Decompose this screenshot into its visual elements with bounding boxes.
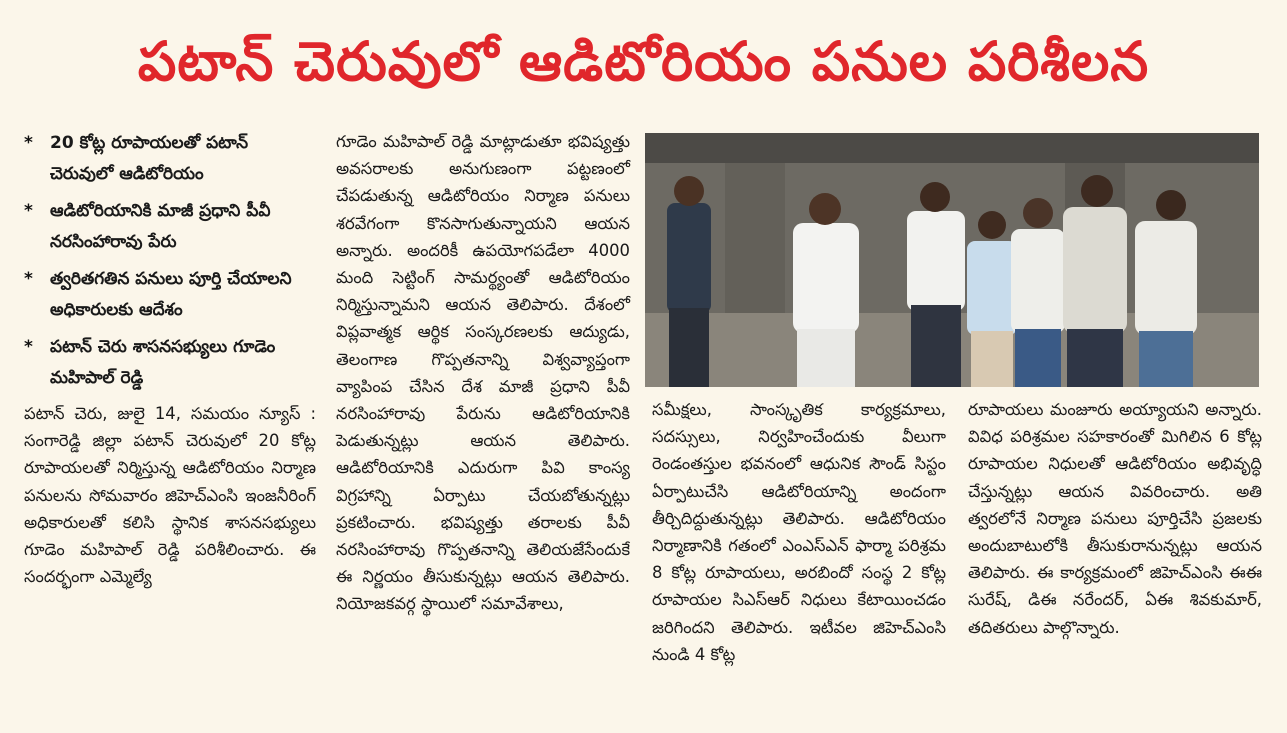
news-photo [645, 133, 1259, 387]
highlight-item [24, 332, 316, 394]
article-body-1: పటాన్ చెరు, జులై 14, సమయం న్యూస్ : సంగారెడ్డి జిల్లా పటాన్ చెరువులో 20 కోట్ల రూపాయలతో నిర్మిస్తున్న ఆడిటోరియం నిర్మాణ పనులను సోమవారం జిహెచ్ఎంసి ఇంజనీరింగ్ అధికారులతో కలిసి స్థానిక శాసనసభ్యులు గూడెం మహిపాల్ రెడ్డి పరిశీలించారు. ఈ సందర్భంగా ఎమ్మెల్యే [24, 404, 316, 587]
article-column-4 [968, 396, 1262, 641]
bullet-star-icon: * [24, 133, 33, 153]
article-column-1 [24, 128, 316, 590]
bullet-star-icon: * [24, 201, 33, 221]
highlight-item [24, 264, 316, 326]
highlights-list [24, 128, 316, 394]
news-photo-illustration [645, 133, 1259, 387]
bullet-star-icon: * [24, 337, 33, 357]
highlight-text: పటాన్ చెరు శాసనసభ్యులు గూడెం మహిపాల్ రెడ్డి [50, 337, 276, 388]
highlight-item [24, 196, 316, 258]
highlight-item [24, 128, 316, 190]
article-body-3: సమీక్షలు, సాంస్కృతిక కార్యక్రమాలు, సదస్సులు, నిర్వహించేందుకు వీలుగా రెండంతస్తుల భవనంలో ఆధునిక సౌండ్ సిస్టం ఏర్పాటుచేసి ఆడిటోరియాన్ని అందంగా తీర్చిదిద్దుతున్నట్లు తెలిపారు. ఆడిటోరియం నిర్మాణానికి గతంలో ఎంఎస్ఎన్ ఫార్మా పరిశ్రమ 8 కోట్ల రూపాయలు, అరబిందో సంస్థ 2 కోట్ల రూపాయల సిఎస్ఆర్ నిధులు కేటాయించడం జరిగిందని తెలిపారు. ఇటీవల జిహెచ్ఎంసి నుండి 4 కోట్ల [652, 400, 946, 664]
article-column-2 [336, 128, 630, 618]
headline: పటాన్ చెరువులో ఆడిటోరియం పనుల పరిశీలన [137, 30, 1150, 93]
bullet-star-icon: * [24, 269, 33, 289]
highlight-text: ఆడిటోరియానికి మాజీ ప్రధాని పీవీ నరసింహారావు పేరు [50, 201, 271, 252]
highlight-text: 20 కోట్ల రూపాయలతో పటాన్ చెరువులో ఆడిటోరియం [50, 133, 249, 184]
article-column-3 [652, 396, 946, 668]
article-body-4: రూపాయలు మంజూరు అయ్యాయని అన్నారు. వివిధ పరిశ్రమల సహకారంతో మిగిలిన 6 కోట్ల రూపాయల నిధులతో ఆడిటోరియం అభివృద్ధి చేస్తున్నట్లు ఆయన వివరించారు. అతి త్వరలోనే నిర్మాణ పనులు పూర్తిచేసి ప్రజలకు అందుబాటులోకి తీసుకురానున్నట్లు ఆయన తెలిపారు. ఈ కార్యక్రమంలో జిహెచ్ఎంసి ఈఈ సురేష్, డిఈ నరేందర్, ఏఈ శివకుమార్, తదితరులు పాల్గొన్నారు. [968, 400, 1262, 637]
highlight-text: త్వరితగతిన పనులు పూర్తి చేయాలని అధికారులకు ఆదేశం [50, 269, 292, 320]
article-body-2: గూడెం మహిపాల్ రెడ్డి మాట్లాడుతూ భవిష్యత్తు అవసరాలకు అనుగుణంగా పట్టణంలో చేపడుతున్న ఆడిటోరియం నిర్మాణ పనులు శరవేగంగా కొనసాగుతున్నాయని ఆయన అన్నారు. అందరికీ ఉపయోగపడేలా 4000 మంది సెట్టింగ్ సామర్థ్యంతో ఆడిటోరియం నిర్మిస్తున్నామని ఆయన తెలిపారు. దేశంలో విప్లవాత్మక ఆర్థిక సంస్కరణలకు ఆద్యుడు, తెలంగాణ గొప్పతనాన్ని విశ్వవ్యాప్తంగా వ్యాపింప చేసిన దేశ మాజీ ప్రధాని పీవీ నరసింహారావు పేరును ఆడిటోరియానికి పెడుతున్నట్లు ఆయన తెలిపారు. ఆడిటోరియానికి ఎదురుగా పివి కాంస్య విగ్రహాన్ని ఏర్పాటు చేయబోతున్నట్లు ప్రకటించారు. భవిష్యత్తు తరాలకు పీవీ నరసింహారావు గొప్పతనాన్ని తెలియజేసేందుకే ఈ నిర్ణయం తీసుకున్నట్లు ఆయన తెలిపారు. నియోజకవర్గ స్థాయిలో సమావేశాలు, [336, 132, 630, 614]
